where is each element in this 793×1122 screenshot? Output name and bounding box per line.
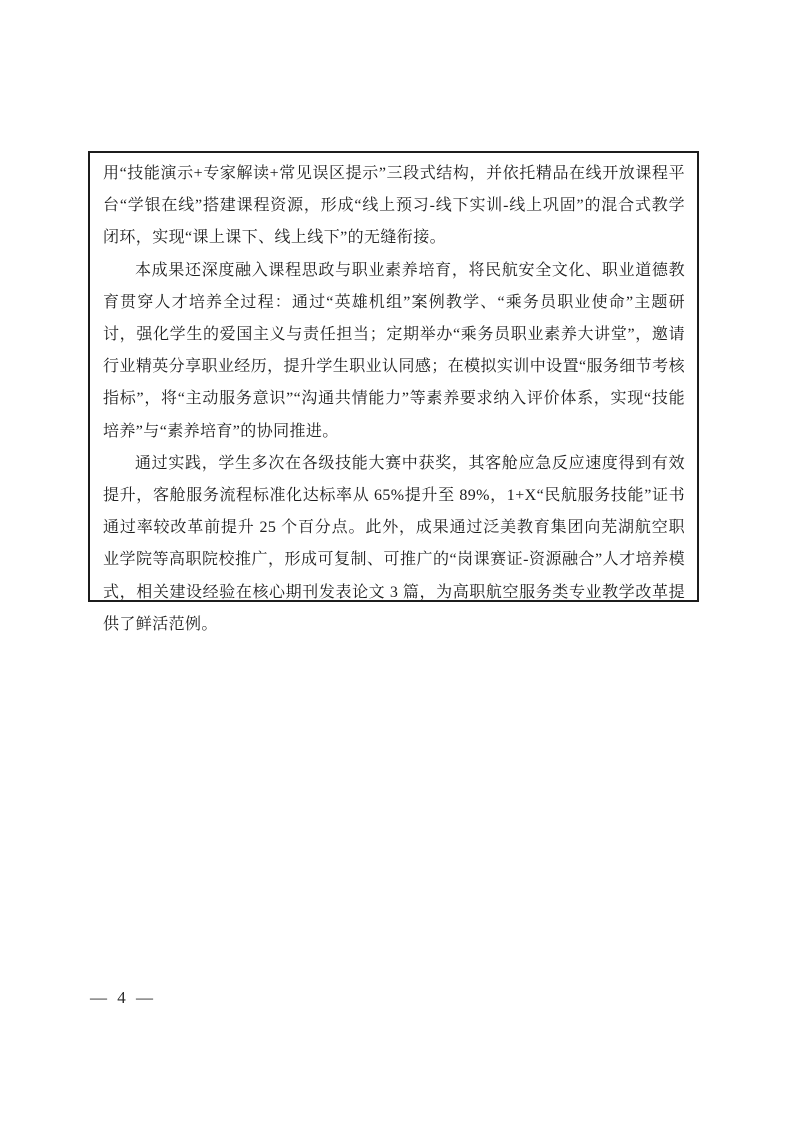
page-number: — 4 — [90, 988, 156, 1007]
paragraph-practice-results: 通过实践，学生多次在各级技能大赛中获奖，其客舱应急反应速度得到有效提升，客舱服务流程标准化达标率从 65%提升至 89%，1+X“民航服务技能”证书通过率较改革前提升 25 个百分点。此外，成果通过泛美教育集团向芜湖航空职业学院等高职院校推广，形成可复制、可推广的“岗课赛证-资源融合”人才培养模式，相关建设经验在核心期刊发表论文 3 篇，为高职航空服务类专业教学改革提供了鲜活范例。 [103, 454, 685, 633]
bordered-text-box [88, 151, 699, 633]
paragraph-continuation: 用“技能演示+专家解读+常见误区提示”三段式结构，并依托精品在线开放课程平台“学银在线”搭建课程资源，形成“线上预习-线下实训-线上巩固”的混合式教学闭环，实现“课上课下、线上线下”的无缝衔接。 [103, 165, 685, 247]
paragraph-ideology-cultivation: 本成果还深度融入课程思政与职业素养培育，将民航安全文化、职业道德教育贯穿人才培养全过程：通过“英雄机组”案例教学、“乘务员职业使命”主题研讨，强化学生的爱国主义与责任担当；定期举办“乘务员职业素养大讲堂”，邀请行业精英分享职业经历，提升学生职业认同感；在模拟实训中设置“服务细节考核指标”，将“主动服务意识”“沟通共情能力”等素养要求纳入评价体系，实现“技能培养”与“素养培育”的协同推进。 [103, 261, 685, 440]
